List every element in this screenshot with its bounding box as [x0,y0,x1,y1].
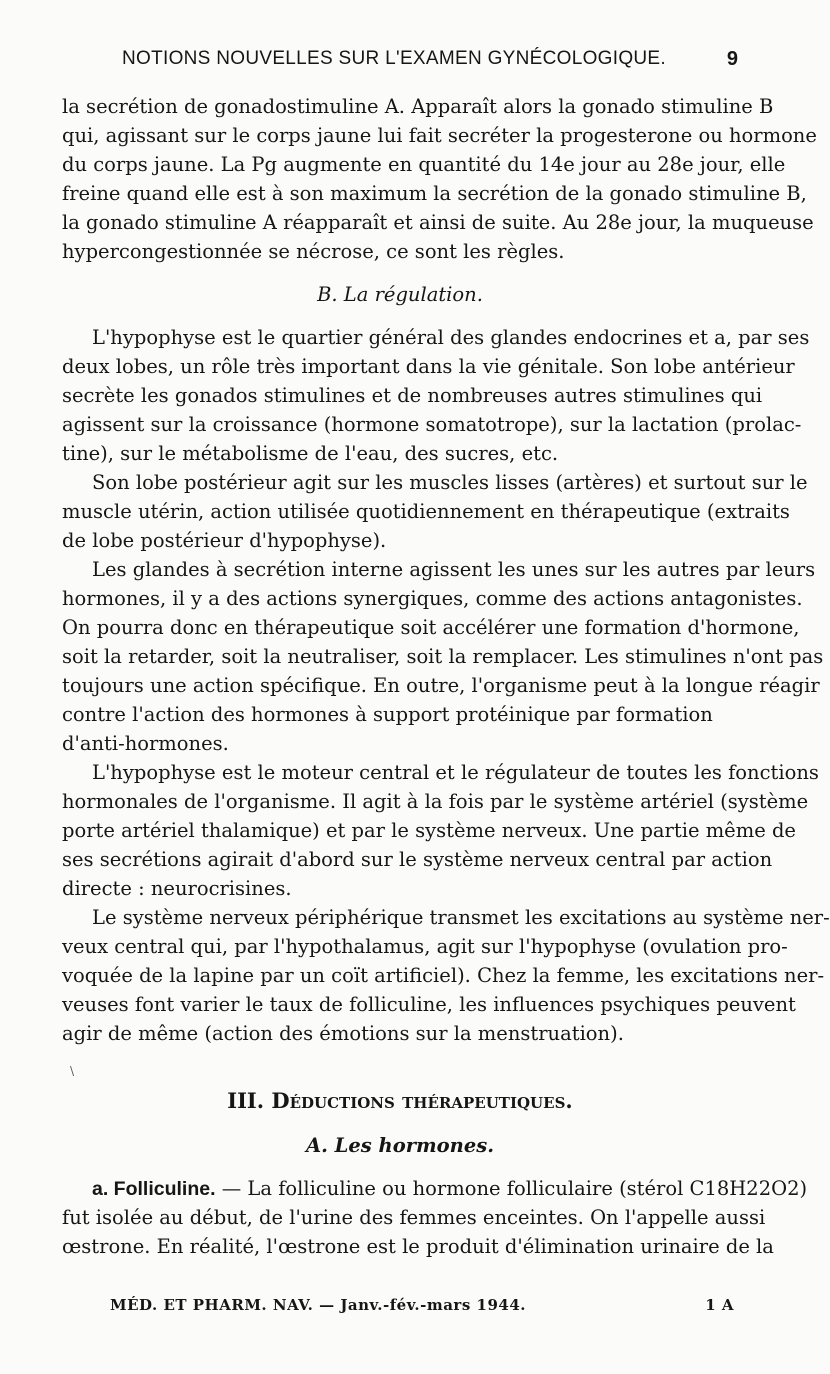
text-line: a. Folliculine. — La folliculine ou hormone folliculaire (stérol C18H22O2) [92,1177,808,1200]
text-line: hormones, il y a des actions synergiques, comme des actions antagonistes. [62,587,803,610]
text-line: voquée de la lapine par un coït artificiel). Chez la femme, les excitations ner- [62,964,825,987]
text-line: L'hypophyse est le moteur central et le régulateur de toutes les fonctions [92,761,819,784]
journal-reference: MÉD. ET PHARM. NAV. — Janv.-fév.-mars 1944. [110,1296,526,1314]
text-line: muscle utérin, action utilisée quotidiennement en thérapeutique (extraits [62,500,790,523]
text-line: freine quand elle est à son maximum la secrétion de la gonado stimuline B, [62,182,807,205]
stray-mark: \ [70,1064,75,1078]
text-line: fut isolée au début, de l'urine des femmes enceintes. On l'appelle aussi [62,1206,766,1229]
text-line: On pourra donc en thérapeutique soit accélérer une formation d'hormone, [62,616,800,639]
text-line: de lobe postérieur d'hypophyse). [62,529,387,552]
page-header [62,42,738,76]
text-line: hormonales de l'organisme. Il agit à la fois par le système artériel (système [62,790,809,813]
section-heading-iii: III. Déductions thérapeutiques. [227,1088,573,1113]
running-title: NOTIONS NOUVELLES SUR L'EXAMEN GYNÉCOLOGIQUE. [122,48,666,69]
text-line: la secrétion de gonadostimuline A. Apparaît alors la gonado stimuline B [62,95,774,118]
page-footer [110,1296,734,1320]
text-line: Son lobe postérieur agit sur les muscles lisses (artères) et surtout sur le [92,471,808,494]
text-line: tine), sur le métabolisme de l'eau, des sucres, etc. [62,442,559,465]
text-line: agissent sur la croissance (hormone somatotrope), sur la lactation (prolac- [62,413,802,436]
text-line: la gonado stimuline A réapparaît et ainsi de suite. Au 28e jour, la muqueuse [62,211,814,234]
paragraph-3 [62,468,808,555]
text-line: œstrone. En réalité, l'œstrone est le produit d'élimination urinaire de la [62,1235,774,1258]
text-line: directe : neurocrisines. [62,877,292,900]
paragraph-2 [62,323,810,468]
text-line: Le système nerveux périphérique transmet les excitations au système ner- [92,906,830,929]
text-line: qui, agissant sur le corps jaune lui fait secréter la progesterone ou hormone [62,124,817,147]
text-line: hypercongestionnée se nécrose, ce sont les règles. [62,240,565,263]
text-line: agir de même (action des émotions sur la menstruation). [62,1022,624,1045]
text-line: d'anti-hormones. [62,732,229,755]
page-number: 9 [726,48,738,70]
section-heading-a: A. Les hormones. [305,1134,495,1157]
text-line: veuses font varier le taux de folliculine, les influences psychiques peuvent [62,993,796,1016]
signature-mark: 1 A [705,1296,734,1314]
body-text [62,92,830,1261]
text-line: soit la retarder, soit la neutraliser, soit la remplacer. Les stimulines n'ont pas [62,645,824,668]
text-line: porte artériel thalamique) et par le système nerveux. Une partie même de [62,819,796,842]
text-line: deux lobes, un rôle très important dans la vie génitale. Son lobe antérieur [62,355,795,378]
text-line: veux central qui, par l'hypothalamus, agit sur l'hypophyse (ovulation pro- [62,935,788,958]
paragraph-7 [62,1174,808,1261]
section-heading-b: B. La régulation. [317,283,483,306]
term-folliculine: a. Folliculine. [92,1178,216,1200]
text-line: du corps jaune. La Pg augmente en quantité du 14e jour au 28e jour, elle [62,153,786,176]
paragraph-1 [62,92,817,266]
text-line: Les glandes à secrétion interne agissent les unes sur les autres par leurs [92,558,816,581]
text-line: L'hypophyse est le quartier général des glandes endocrines et a, par ses [92,326,810,349]
paragraph-6 [62,903,830,1048]
paragraph-4 [62,555,824,758]
paragraph-5 [62,758,819,903]
text-line: ses secrétions agirait d'abord sur le système nerveux central par action [62,848,773,871]
text-line: toujours une action spécifique. En outre, l'organisme peut à la longue réagir [62,674,820,697]
text-line: secrète les gonados stimulines et de nombreuses autres stimulines qui [62,384,763,407]
text-line: contre l'action des hormones à support protéinique par formation [62,703,713,726]
